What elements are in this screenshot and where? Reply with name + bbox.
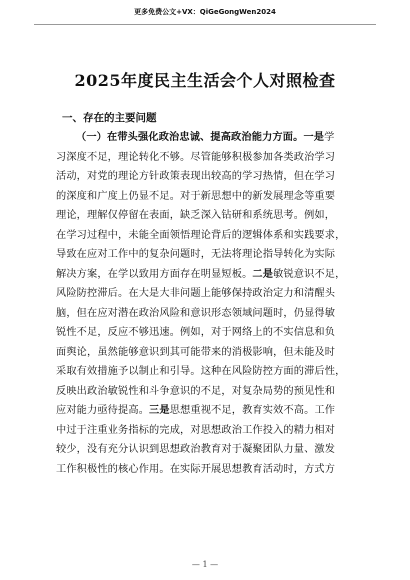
line-text: 思想重视不足，教育实效不高。工作: [169, 405, 336, 416]
paragraph-line: 锐性不足，反应不够迅速。例如，对于网络上的不实信息和负: [56, 327, 336, 338]
point-marker: 一是: [303, 131, 325, 143]
paragraph-line: 采取有效措施予以制止和引导。这种在风险防控方面的滞后性，: [56, 366, 346, 377]
banner-text: 更多免费公文+VX：QiGeGongWen2024: [134, 8, 276, 16]
paragraph-line: [56, 128, 356, 148]
paragraph-line: [56, 265, 356, 285]
document-body: [56, 128, 356, 479]
point-marker: 二是: [252, 267, 274, 280]
paragraph-line: 理论，理解仅停留在表面，缺乏深入钻研和系统思考。例如，: [56, 210, 336, 221]
paragraph-line: 的深度和广度上仍显不足。对于新思想中的新发展理念等重要: [56, 190, 336, 202]
paragraph-line: 风险防控滞后。在大是大非问题上能够保持政治定力和清醒头: [56, 288, 336, 299]
paragraph-line: 习深度不足，理论转化不够。尽管能够积极参加各类政治学习: [56, 151, 336, 163]
paragraph-line: 在学习过程中，未能全面领悟理论背后的逻辑体系和实践要求，: [56, 229, 346, 241]
line-text: 学: [324, 132, 335, 143]
section-heading: 一、存在的主要问题: [62, 112, 157, 124]
paragraph-line: [56, 401, 356, 421]
line-text: 解决方案，在学以致用方面存在明显短板。: [56, 268, 253, 280]
paragraph-line: 脑，但在应对潜在政治风险和意识形态领域问题时，仍显得敏: [56, 307, 336, 319]
header-divider: [34, 24, 376, 25]
paragraph-line: 反映出政治敏锐性和斗争意识的不足，对复杂局势的预见性和: [56, 385, 336, 397]
paragraph-line: 中过于注重业务指标的完成，对思想政治工作投入的精力相对: [56, 424, 336, 436]
header-banner: [0, 0, 410, 24]
paragraph-line: 较少，没有充分认识到思想政治教育对于凝聚团队力量、激发: [56, 444, 336, 455]
paragraph-line: 导致在应对工作中的复杂问题时，无法将理论指导转化为实际: [56, 249, 336, 260]
subsection-heading: （一）在带头强化政治忠诚、提高政治能力方面。: [76, 132, 304, 143]
paragraph-line: 工作积极性的核心作用。在实际开展思想教育活动时，方式方: [56, 463, 336, 475]
line-text: 应对能力亟待提高。: [56, 405, 150, 416]
paragraph-line: 活动，对党的理论方针政策表现出较高的学习热情，但在学习: [56, 171, 336, 182]
paragraph-line: 面舆论，虽然能够意识到其可能带来的消极影响，但未能及时: [56, 346, 336, 358]
page-number: — 1 —: [191, 560, 219, 569]
document-title: 2025年度民主生活会个人对照检查: [74, 71, 336, 90]
point-marker: 三是: [149, 404, 170, 416]
line-text: 敏锐意识不足，: [273, 268, 346, 280]
